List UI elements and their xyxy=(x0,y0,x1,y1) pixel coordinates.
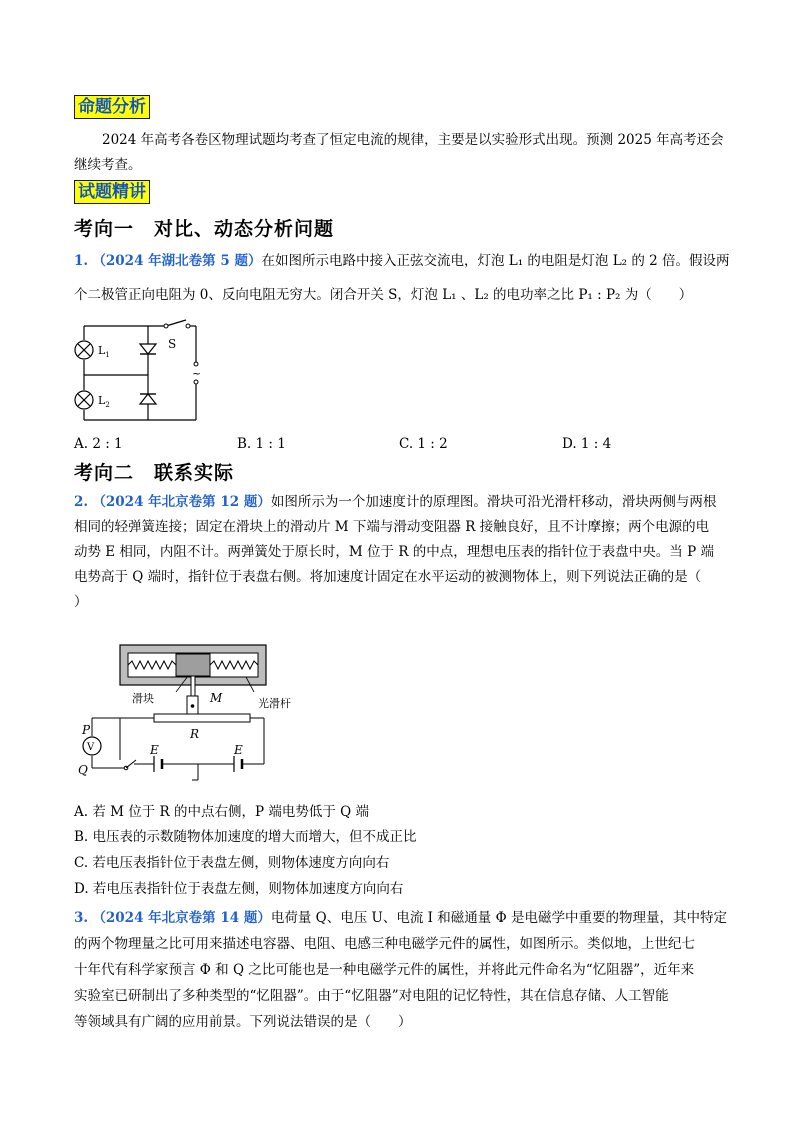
switch-terminal xyxy=(186,324,190,328)
question-text: 如图所示为一个加速度计的原理图。滑块可沿光滑杆移动，滑块两侧与两根 xyxy=(270,494,717,510)
question-number: 1. xyxy=(74,253,89,269)
label-slider: 滑块 xyxy=(132,692,154,705)
question-3-line-1 xyxy=(74,906,744,931)
diode-upper xyxy=(140,344,156,354)
label-S: S xyxy=(168,337,177,351)
topic-heading-2: 考向二 联系实际 xyxy=(74,462,235,484)
question-3-line-4: 实验室已研制出了多种类型的“忆阻器”。由于“忆阻器”对电阻的记忆特性，其在信息存储、人工智能 xyxy=(74,988,669,1004)
question-1-line-2: 个二极管正向电阻为 0、反向电阻无穷大。闭合开关 S，灯泡 L₁ 、L₂ 的电功率之比 P₁ : P₂ 为（ ） xyxy=(74,287,693,303)
q2-accelerometer-figure xyxy=(74,640,294,790)
question-2-line-1 xyxy=(74,490,734,515)
question-2-line-3: 动势 E 相同，内阻不计。两弹簧处于原长时，M 位于 R 的中点，理想电压表的指针位于表盘中央。当 P 端 xyxy=(74,544,714,560)
label-rod: 光滑杆 xyxy=(258,697,291,710)
analysis-paragraph: 2024 年高考各卷区物理试题均考查了恒定电流的规律，主要是以实验形式出现。预测 2025 年高考还会继续考查。 xyxy=(74,132,724,173)
q2-option-b[interactable]: B. 电压表的示数随物体加速度的增大而增大，但不成正比 xyxy=(74,829,417,845)
question-number: 3. xyxy=(74,910,89,926)
question-source: （2024 年北京卷第 14 题） xyxy=(92,910,271,926)
label-E-left: E xyxy=(150,743,159,757)
question-3-line-5: 等领域具有广阔的应用前景。下列说法错误的是（ ） xyxy=(74,1014,412,1030)
diode-lower xyxy=(140,394,156,404)
question-2-line-5: ） xyxy=(74,594,88,610)
q2-option-a[interactable]: A. 若 M 位于 R 的中点右侧，P 端电势低于 Q 端 xyxy=(74,804,370,820)
label-L2: $L_2$ xyxy=(98,394,110,409)
question-3-line-3: 十年代有科学家预言 Φ 和 Q 之比可能也是一种电磁学元件的属性，并将此元件命名为“忆阻器”，近年来 xyxy=(74,962,695,978)
q1-option-b[interactable]: B. 1 : 1 xyxy=(237,436,286,452)
question-number: 2. xyxy=(74,494,89,510)
q1-option-d[interactable]: D. 1 : 4 xyxy=(562,436,612,452)
topic-heading-1: 考向一 对比、动态分析问题 xyxy=(74,218,335,240)
question-2-line-2: 相同的轻弹簧连接；固定在滑块上的滑动片 M 下端与滑动变阻器 R 接触良好，且不计摩擦；两个电源的电 xyxy=(74,519,710,535)
question-text: 电荷量 Q、电压 U、电流 I 和磁通量 Φ 是电磁学中重要的物理量，其中特定 xyxy=(270,910,727,926)
battery-right xyxy=(234,756,242,772)
label-ac: ~ xyxy=(192,367,202,380)
question-text: 在如图所示电路中接入正弦交流电，灯泡 L₁ 的电阻是灯泡 L₂ 的 2 倍。假设两 xyxy=(261,253,730,269)
section-heading-lecture: 试题精讲 xyxy=(74,180,150,204)
slider-block xyxy=(176,654,210,676)
question-3-line-2: 的两个物理量之比可用来描述电容器、电阻、电感三种电磁学元件的属性，如图所示。类似地，上世纪七 xyxy=(74,936,695,952)
label-L1: $L_1$ xyxy=(98,344,110,359)
section-heading-analysis: 命题分析 xyxy=(74,95,150,119)
label-P: P xyxy=(82,723,91,737)
question-source: （2024 年湖北卷第 5 题） xyxy=(92,253,262,269)
rheostat-R xyxy=(154,714,250,722)
question-1-line-1 xyxy=(74,249,734,274)
label-Q: Q xyxy=(78,763,88,777)
switch-terminal xyxy=(164,324,168,328)
ac-terminal xyxy=(194,362,198,366)
question-source: （2024 年北京卷第 12 题） xyxy=(92,494,271,510)
label-M: M xyxy=(210,691,223,705)
q1-circuit-figure xyxy=(74,318,214,428)
battery-left xyxy=(154,756,162,772)
q2-option-c[interactable]: C. 若电压表指针位于表盘左侧，则物体速度方向向右 xyxy=(74,855,390,871)
q1-option-c[interactable]: C. 1 : 2 xyxy=(399,436,448,452)
ac-terminal xyxy=(194,380,198,384)
q2-option-d[interactable]: D. 若电压表指针位于表盘左侧，则物体加速度方向向右 xyxy=(74,881,404,897)
label-E-right: E xyxy=(234,743,243,757)
label-R: R xyxy=(190,727,200,741)
label-V: V xyxy=(87,742,95,753)
q1-option-a[interactable]: A. 2 : 1 xyxy=(74,436,123,452)
question-2-line-4: 电势高于 Q 端时，指针位于表盘右侧。将加速度计固定在水平运动的被测物体上，则下列说法正确的是（ xyxy=(74,569,702,585)
